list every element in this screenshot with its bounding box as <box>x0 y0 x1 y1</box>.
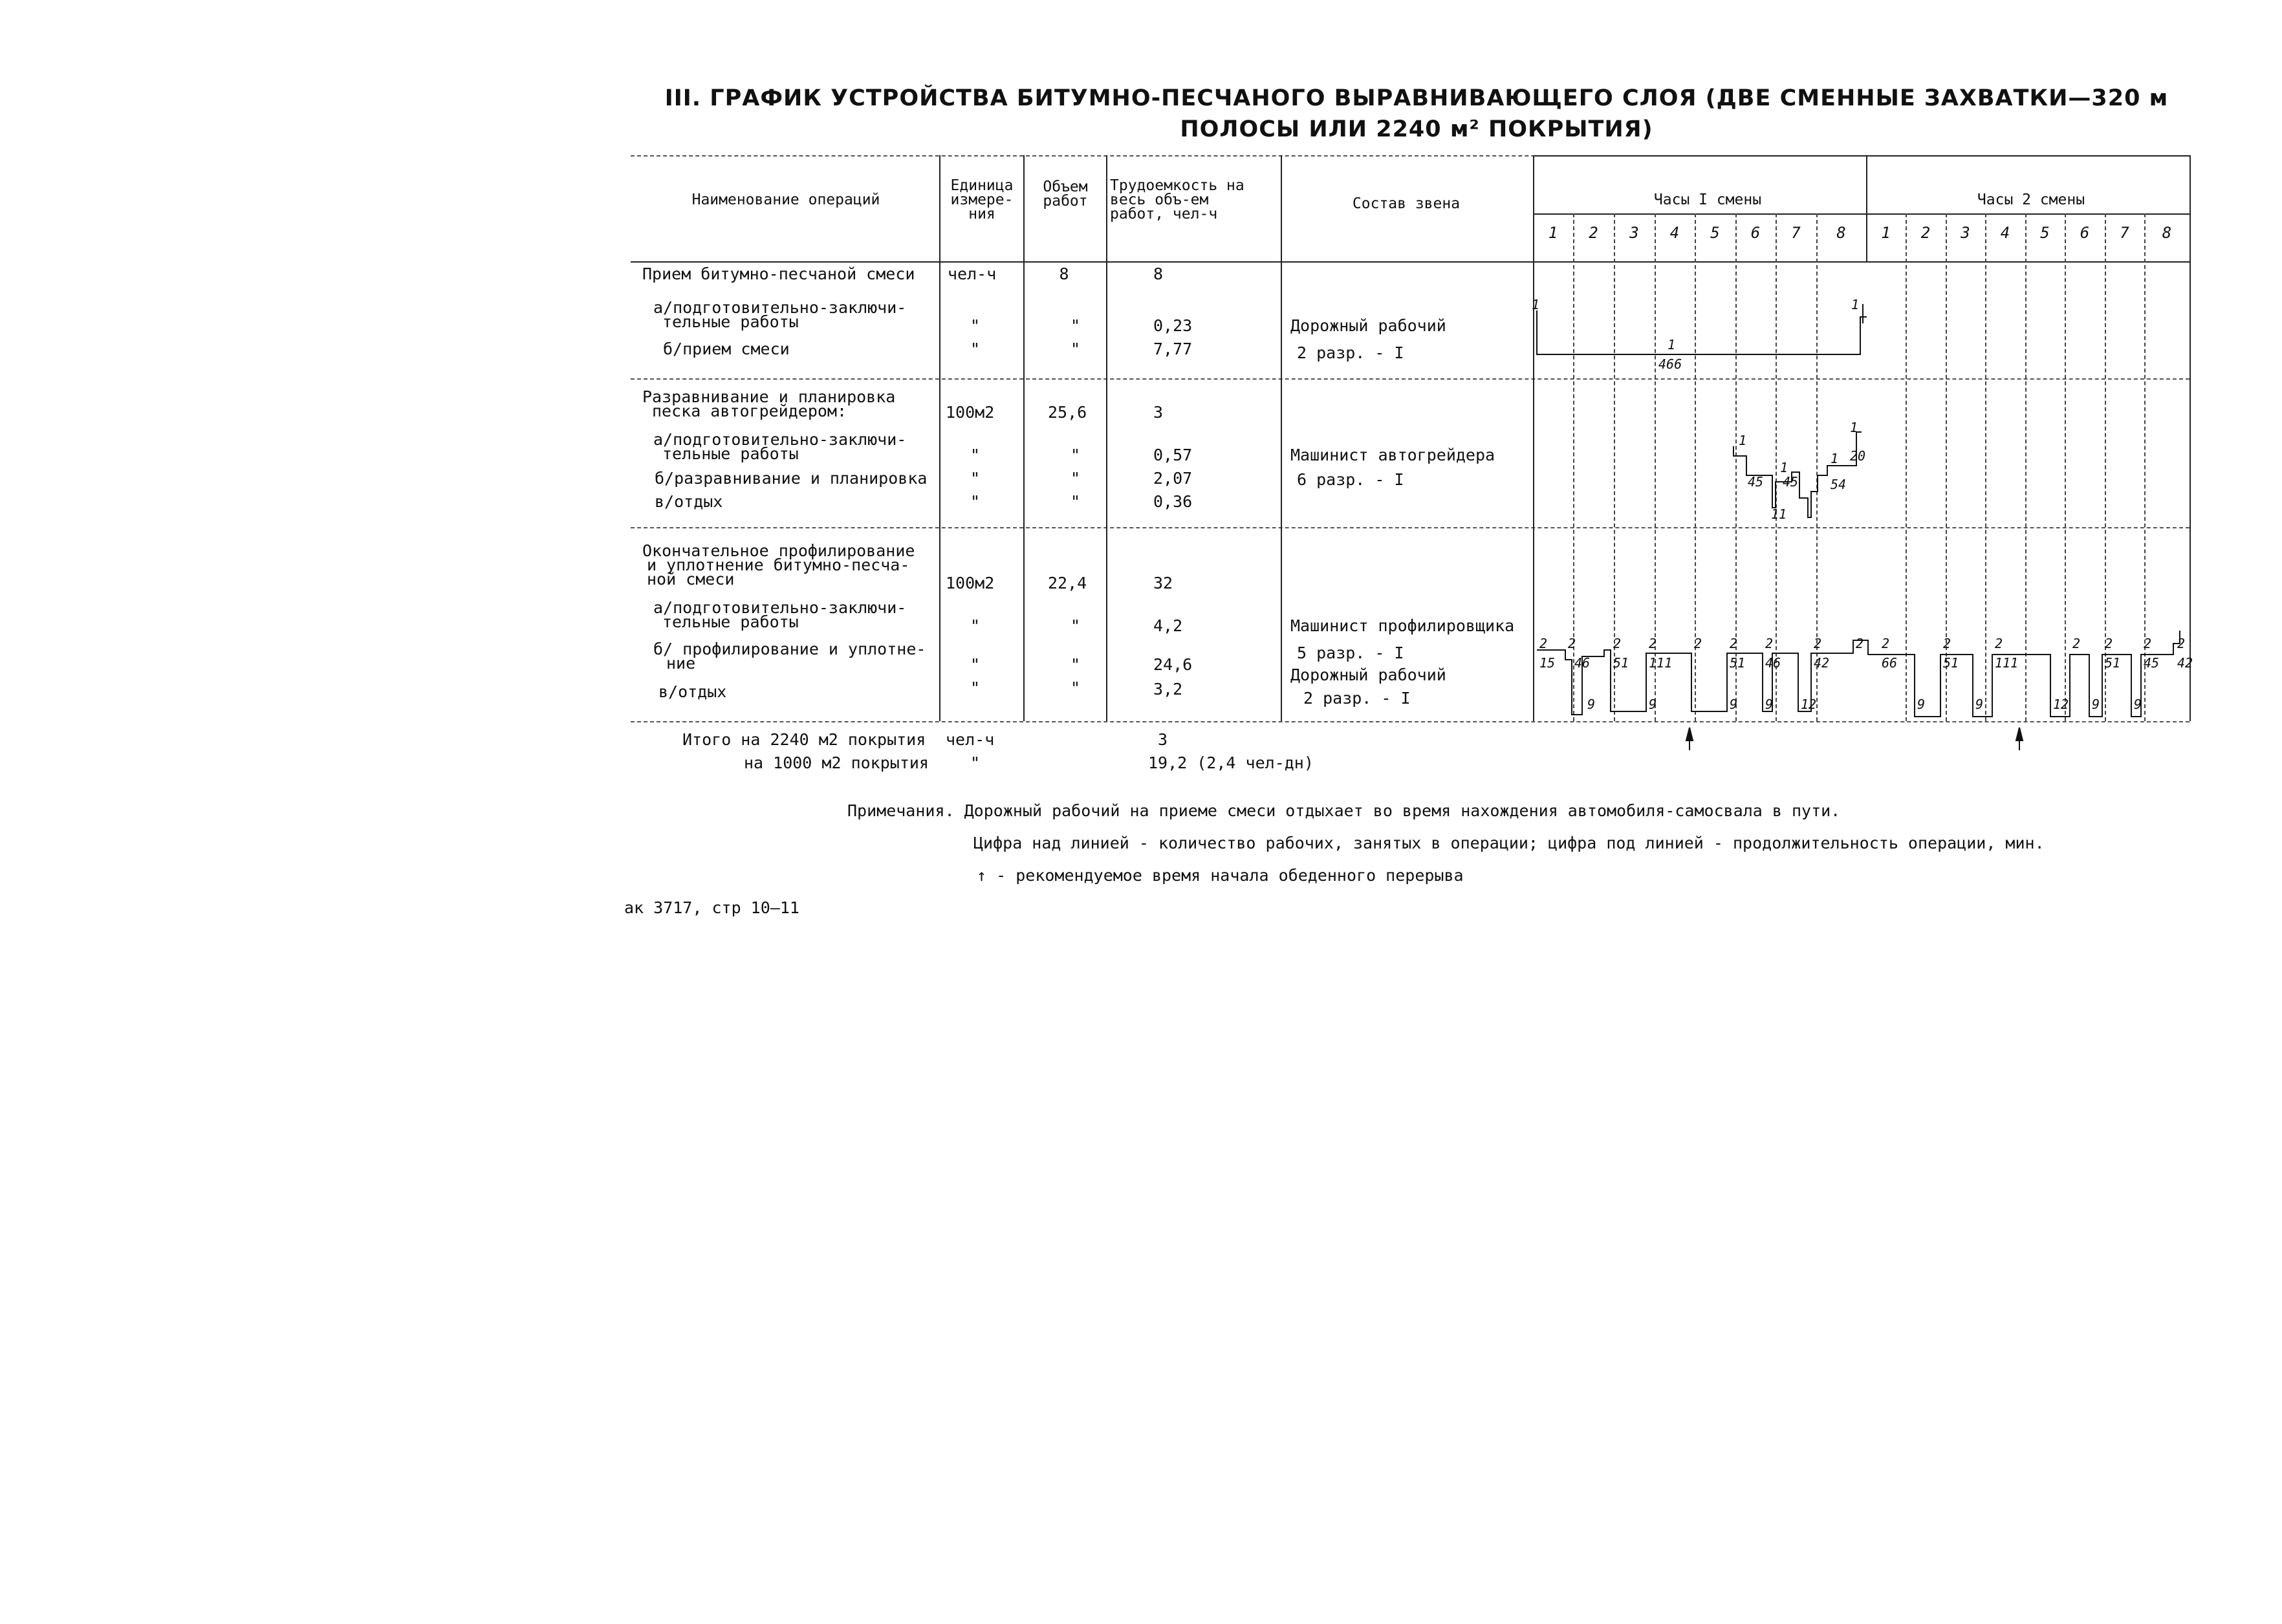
row-name: а/подготовительно-заключи- <box>653 298 907 317</box>
gantt-label: 2 <box>1995 636 2003 651</box>
gantt-label: 1 <box>1831 451 1839 466</box>
gantt-label: 46 <box>1765 655 1781 671</box>
row-labor: 0,36 <box>1153 492 1193 511</box>
row-volume: " <box>1070 492 1081 511</box>
gantt-label: 2 <box>2144 636 2152 651</box>
gantt-label: 2 <box>2072 636 2081 651</box>
row-name: в/отдых <box>658 682 727 701</box>
lunch-arrow-2-head <box>2016 728 2023 741</box>
gantt-label: 9 <box>1975 697 1984 712</box>
row-crew: 6 разр. - I <box>1297 470 1404 489</box>
row-name: а/подготовительно-заключи- <box>653 598 907 617</box>
note-3-line <box>977 867 1464 885</box>
header-name: Наименование операций <box>691 191 880 208</box>
hour-number: 4 <box>1669 224 1680 242</box>
gantt-labels <box>1532 297 1865 522</box>
row-crew: 5 разр. - I <box>1297 644 1404 662</box>
gantt-label: 2 <box>1730 636 1738 651</box>
gantt-label: 1 <box>1668 337 1676 352</box>
gantt-label: 2 <box>2177 636 2186 651</box>
row-name-cont: и уплотнение битумно-песча- <box>647 556 910 574</box>
total-value-1: 3 <box>1158 730 1168 749</box>
gantt-label: 66 <box>1882 655 1898 671</box>
gantt-label: 51 <box>1943 655 1959 671</box>
row-name: Разравнивание и планировка <box>642 387 896 406</box>
row-unit: " <box>970 616 981 635</box>
row-crew: Дорожный рабочий <box>1290 316 1446 335</box>
row-crew: Машинист профилировщика <box>1290 616 1515 635</box>
gantt-label: 2 <box>1943 636 1951 651</box>
gantt-label: 9 <box>2092 697 2100 712</box>
row-labor: 3,2 <box>1153 680 1183 698</box>
gantt-label: 20 <box>1850 448 1866 464</box>
row-name: б/прием смеси <box>663 340 790 358</box>
hour-number: 7 <box>2120 224 2129 242</box>
hour-number: 2 <box>1589 224 1598 242</box>
gantt-label: 51 <box>1613 655 1629 671</box>
row-labor: 8 <box>1153 265 1164 283</box>
row-crew: Машинист автогрейдера <box>1290 446 1495 464</box>
row-unit: " <box>970 678 981 697</box>
gantt-label: 2 <box>1694 636 1702 651</box>
row-name-cont: тельные работы <box>662 444 799 463</box>
row-volume: 25,6 <box>1048 403 1087 422</box>
row-volume: " <box>1070 655 1081 674</box>
gantt-label: 9 <box>1730 697 1738 712</box>
row-unit: " <box>970 340 981 358</box>
row-name: в/отдых <box>655 492 723 511</box>
gantt-label: 2 <box>1649 636 1657 651</box>
hour-number: 7 <box>1791 224 1801 242</box>
gantt-label: 2 <box>1613 636 1622 651</box>
gantt-label: 2 <box>1568 636 1576 651</box>
hour-number: 8 <box>2162 224 2172 242</box>
gantt-label: 1 <box>1532 297 1540 312</box>
total-label-1: Итого на 2240 м2 покрытия <box>682 730 926 749</box>
hour-number: 5 <box>1710 224 1720 242</box>
hour-number: 2 <box>1920 224 1931 242</box>
row-name-cont: тельные работы <box>662 612 799 631</box>
row-name-cont: ной смеси <box>647 570 735 589</box>
gantt-row3-labels <box>1539 636 2193 712</box>
gantt-label: 466 <box>1658 356 1682 372</box>
row-unit: " <box>970 469 981 488</box>
row-name: б/разравнивание и планировка <box>655 469 928 488</box>
title-line-2: ПОЛОСЫ ИЛИ 2240 м² ПОКРЫТИЯ) <box>1180 116 1653 142</box>
total-unit-2: " <box>970 753 981 772</box>
note-2: Цифра над линией - количество рабочих, занятых в операции; цифра под линией - продолжительность операции, мин. <box>973 834 2045 852</box>
row-name-cont: тельные работы <box>662 312 799 331</box>
gantt-label: 12 <box>2053 697 2069 712</box>
row-unit: 100м2 <box>946 574 995 592</box>
gantt-label: 9 <box>2134 697 2142 712</box>
total-unit-1: чел-ч <box>946 730 995 749</box>
gantt-label: 111 <box>1649 655 1673 671</box>
hour-number: 6 <box>1750 224 1761 242</box>
header-crew: Состав звена <box>1352 195 1461 212</box>
row-unit: " <box>970 316 981 335</box>
row-volume: " <box>1070 340 1081 358</box>
row-volume: 8 <box>1059 265 1069 283</box>
row-volume: 22,4 <box>1048 574 1087 592</box>
row-volume: " <box>1070 469 1081 488</box>
hour-number: 5 <box>2040 224 2050 242</box>
gantt-bar-receipt <box>1537 304 1867 354</box>
row-unit: " <box>970 446 981 464</box>
gantt-label: 111 <box>1995 655 2019 671</box>
note-1: Примечания. Дорожный рабочий на приеме смеси отдыхает во время нахождения автомобиля-самосвала в пути. <box>847 801 1841 820</box>
gantt-label: 1 <box>1739 433 1747 448</box>
gantt-lines <box>1537 304 2180 717</box>
hour-number: 1 <box>1881 224 1891 242</box>
hour-number: 1 <box>1548 224 1558 242</box>
header-unit-text: Единица измере-ния <box>950 177 1014 222</box>
row-crew: 2 разр. - I <box>1297 343 1404 362</box>
gantt-label: 2 <box>1814 636 1822 651</box>
gantt-label: 54 <box>1831 477 1847 492</box>
gantt-label: 42 <box>2177 655 2193 671</box>
header-volume: Объем работ <box>1043 179 1088 210</box>
gantt-label: 46 <box>1574 655 1591 671</box>
gantt-label: 51 <box>1730 655 1746 671</box>
gantt-label: 9 <box>1917 697 1926 712</box>
row-labor: 0,23 <box>1153 316 1193 335</box>
gantt-label: 2 <box>1539 636 1548 651</box>
row-labor: 24,6 <box>1153 655 1193 674</box>
gantt-label: 51 <box>2105 655 2121 671</box>
gantt-label: 9 <box>1649 697 1657 712</box>
gantt-label: 1 <box>1851 297 1860 312</box>
row-volume: " <box>1070 678 1081 697</box>
gantt-label: 9 <box>1765 697 1774 712</box>
gantt-label: 2 <box>1765 636 1774 651</box>
row-labor: 7,77 <box>1153 340 1193 358</box>
header-shift-1: Часы I смены <box>1653 191 1762 208</box>
gantt-label: 1 <box>1780 460 1788 475</box>
lunch-arrow-1-head <box>1686 728 1693 741</box>
row-volume: " <box>1070 616 1081 635</box>
row-name-cont: ние <box>666 654 696 673</box>
total-value-2: 19,2 (2,4 чел-дн) <box>1148 753 1314 772</box>
row-crew: Дорожный рабочий <box>1290 666 1446 684</box>
row-volume: " <box>1070 446 1081 464</box>
note-3-text: - рекомендуемое время начала обеденного перерыва <box>996 866 1464 885</box>
row-labor: 4,2 <box>1153 616 1183 635</box>
gantt-label: 15 <box>1539 655 1556 671</box>
gantt-label: 9 <box>1587 697 1596 712</box>
gantt-label: 11 <box>1771 506 1787 522</box>
gantt-label: 42 <box>1814 655 1830 671</box>
row-unit: " <box>970 655 981 674</box>
lunch-arrows <box>1686 728 2023 750</box>
title-line-1: III. ГРАФИК УСТРОЙСТВА БИТУМНО-ПЕСЧАНОГО ВЫРАВНИВАЮЩЕГО СЛОЯ (ДВЕ СМЕННЫЕ ЗАХВАТКИ—320 м <box>664 85 2169 111</box>
total-label-2: на 1000 м2 покрытия <box>744 753 929 772</box>
hour-number: 3 <box>1629 224 1639 242</box>
gantt-label: 45 <box>1748 474 1764 490</box>
row-name: б/ профилирование и уплотне- <box>653 640 926 658</box>
hour-number: 3 <box>1961 224 1970 242</box>
row-volume: " <box>1070 316 1081 335</box>
row-labor: 32 <box>1153 574 1173 592</box>
row-labor: 2,07 <box>1153 469 1193 488</box>
row-crew-cont: 2 разр. - I <box>1303 689 1411 708</box>
gantt-label: 2 <box>1856 636 1864 651</box>
header-labor: Трудоемкость на весь объ-ем работ, чел-ч <box>1110 177 1244 222</box>
hour-number: 4 <box>2000 224 2010 242</box>
row-unit: чел-ч <box>948 265 997 283</box>
row-unit: 100м2 <box>946 403 995 422</box>
gantt-label: 2 <box>1882 636 1890 651</box>
hour-number: 6 <box>2080 224 2090 242</box>
gantt-label: 2 <box>2105 636 2113 651</box>
lunch-arrow-icon: ↑ <box>977 866 987 885</box>
gantt-label: 45 <box>2144 655 2160 671</box>
row-name: а/подготовительно-заключи- <box>653 430 907 449</box>
row-unit: " <box>970 492 981 511</box>
gantt-label: 12 <box>1801 697 1817 712</box>
row-name-cont: песка автогрейдером: <box>652 402 847 420</box>
gantt-label: 45 <box>1783 474 1799 490</box>
row-labor: 3 <box>1153 403 1164 422</box>
footer-ref: ак 3717, стр 10—11 <box>624 898 799 917</box>
row-name: Окончательное профилирование <box>642 541 915 560</box>
hour-number: 8 <box>1836 224 1846 242</box>
gantt-label: 1 <box>1850 420 1858 435</box>
header-shift-2: Часы 2 смены <box>1977 191 2085 208</box>
row-labor: 0,57 <box>1153 446 1193 464</box>
row-name: Прием битумно-песчаной смеси <box>642 265 915 283</box>
